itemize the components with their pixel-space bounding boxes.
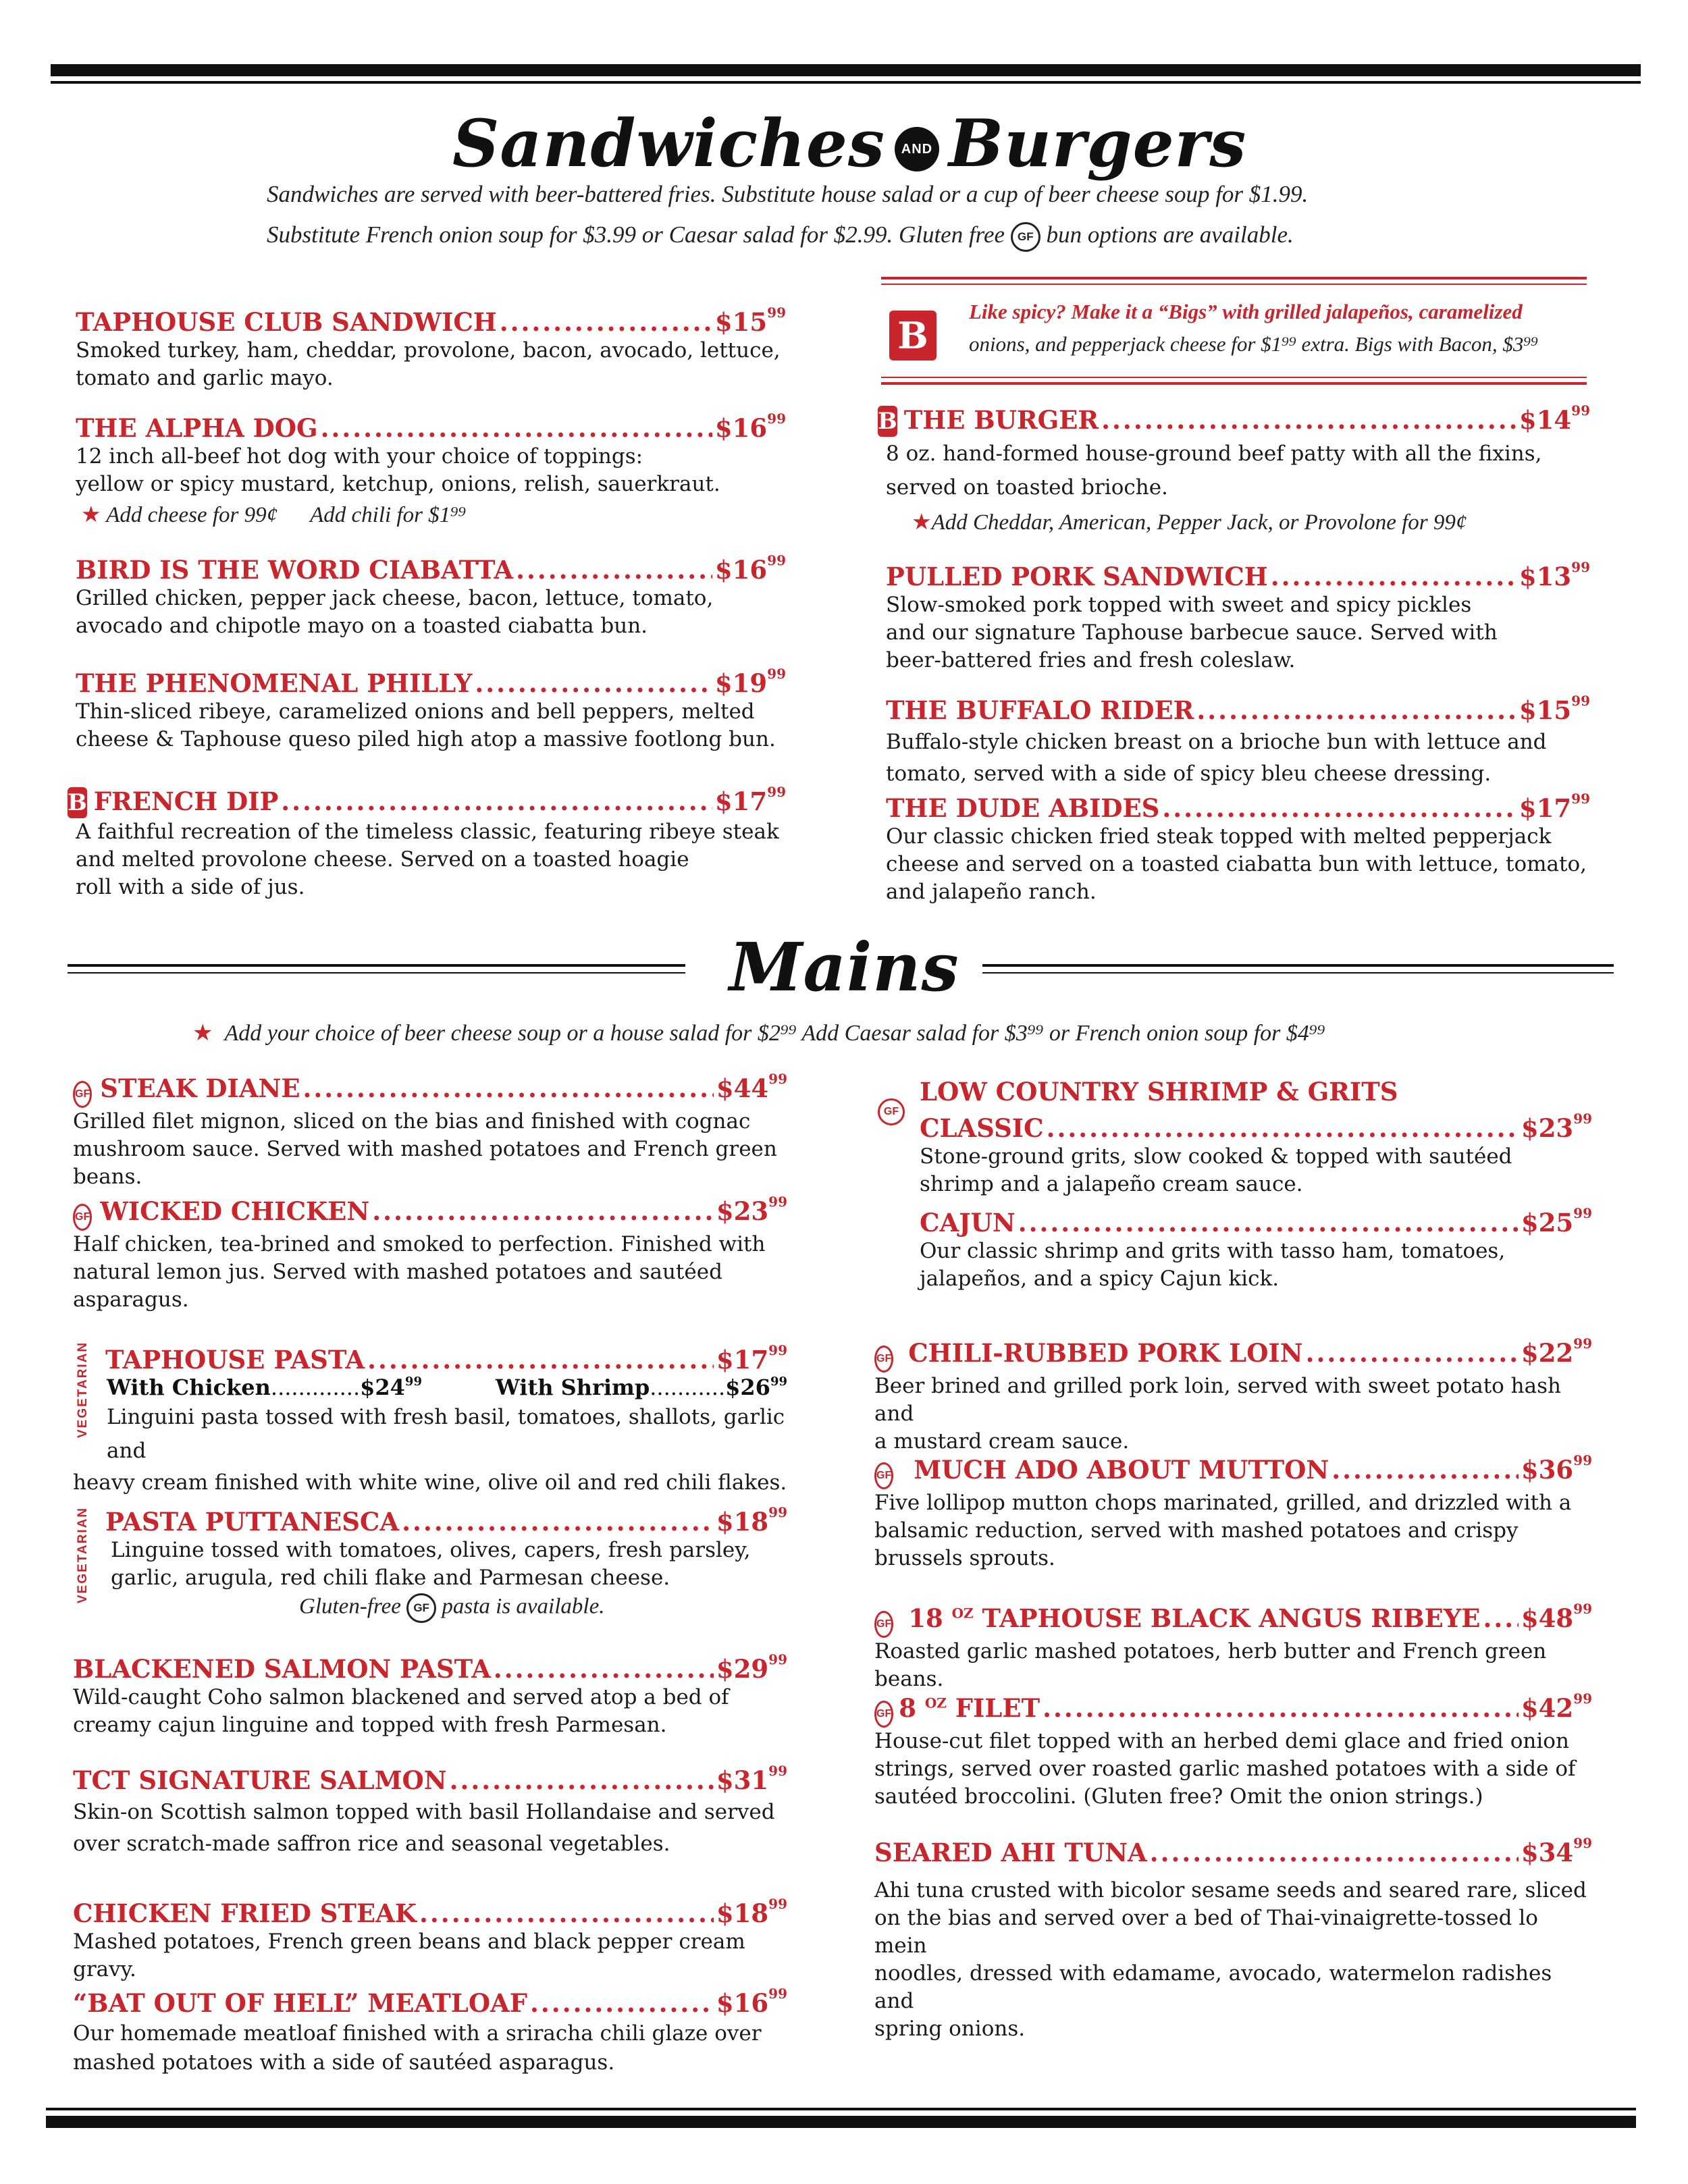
gluten-free-icon: GF: [73, 1081, 92, 1108]
item-name: MUCH ADO ABOUT MUTTON: [914, 1455, 1329, 1485]
item-name: STEAK DIANE: [100, 1073, 300, 1103]
item-desc: Mashed potatoes, French green beans and black pepper cream gravy.: [73, 1929, 745, 1981]
menu-item-alpha-dog: THE ALPHA DOG ..... $\$16^{99}$ 12 inch all-beef hot dog with your choice of toppings: yellow or spicy mustard, ketchup, onions, relish, sauerkraut. ★ Add cheese for 99¢ Add chili for $1⁹⁹: [76, 413, 786, 528]
item-desc: Linguini pasta tossed with fresh basil, tomatoes, shallots, garlic and: [107, 1405, 785, 1463]
variant-cajun: CAJUN ..... $\$25^{99}$: [920, 1208, 1592, 1237]
item-name: SEARED AHI TUNA: [874, 1838, 1147, 1867]
mains-rule-right-2: [982, 972, 1614, 974]
item-name: THE BUFFALO RIDER: [886, 695, 1194, 725]
item-name: BIRD IS THE WORD CIABATTA: [76, 555, 514, 585]
item-price: $31: [716, 1765, 769, 1795]
item-desc: Our classic chicken fried steak topped with melted pepperjack: [886, 824, 1552, 849]
top-rule-thin: [51, 81, 1641, 84]
menu-item-bat-out-of-hell: “BAT OUT OF HELL” MEATLOAF ..... $\$16^{99}$ Our homemade meatloaf finished with a sriracha chili glaze over mashed potatoes with a side of sautéed asparagus.: [73, 1988, 787, 2077]
menu-item-taphouse-pasta: TAPHOUSE PASTA ..... $\$17^{99}$ With Chicken ............. $24 99 With Shrimp ........... $26 99 Linguini pasta tossed with fresh basil, tomatoes, shallots, garlic and heavy cream finished with white wine, olive oil and red chili flakes.: [73, 1345, 787, 1497]
mains-title: Mains: [729, 929, 959, 1007]
sandwich-note-1: Sandwiches are served with beer-battered fries. Substitute house salad or a cup of beer cheese soup for $1.99.: [267, 181, 1309, 207]
item-desc: and jalapeño ranch.: [886, 880, 1097, 904]
item-desc: Grilled chicken, pepper jack cheese, bacon, lettuce, tomato,: [76, 586, 714, 610]
spicy-line-1: [969, 300, 1523, 324]
item-price: $36: [1521, 1455, 1574, 1485]
item-desc: and our signature Taphouse barbecue sauce. Served with: [886, 620, 1498, 645]
item-name: THE BURGER: [903, 405, 1099, 435]
vegetarian-label: VEGETARIAN: [76, 1341, 90, 1438]
gluten-free-icon: GF: [874, 1611, 893, 1638]
item-desc: Ahi tuna crusted with bicolor sesame seeds and seared rare, sliced: [874, 1878, 1587, 1902]
mains-rule-right-1: [982, 964, 1614, 967]
item-name: WICKED CHICKEN: [100, 1196, 370, 1226]
gluten-free-icon: GF: [406, 1593, 436, 1623]
star-icon: ★: [192, 1021, 213, 1046]
menu-item-phenomenal-philly: THE PHENOMENAL PHILLY ..... $\$19^{99}$ Thin-sliced ribeye, caramelized onions and bell peppers, melted cheese & Taphouse queso piled high atop a massive footlong bun.: [76, 668, 786, 753]
star-icon: ★: [81, 503, 101, 527]
item-desc: avocado and chipotle mayo on a toasted ciabatta bun.: [76, 614, 648, 638]
item-desc: on the bias and served over a bed of Thai-vinaigrette-tossed lo mein: [874, 1906, 1538, 1958]
gluten-free-note: Gluten-free GF pasta is available.: [73, 1593, 787, 1623]
menu-item-pasta-puttanesca: PASTA PUTTANESCA ..... $\$18^{99}$ Linguine tossed with tomatoes, olives, capers, fresh parsley, garlic, arugula, red chili flake and Parmesan cheese. Gluten-free GF pasta is available.: [73, 1507, 787, 1623]
item-desc: over scratch-made saffron rice and seasonal vegetables.: [73, 1832, 670, 1856]
spicy-line-1-text: Like spicy? Make it a “Bigs” with grilled jalapeños, caramelized: [969, 300, 1523, 323]
gluten-free-icon: GF: [874, 1346, 893, 1373]
bottom-rule-thin: [46, 2108, 1636, 2110]
item-desc: tomato and garlic mayo.: [76, 366, 334, 390]
bigs-b-icon: B: [68, 787, 87, 818]
gluten-free-icon: GF: [874, 1462, 893, 1489]
item-name: CHICKEN FRIED STEAK: [73, 1898, 417, 1928]
item-name: TAPHOUSE PASTA: [105, 1345, 365, 1375]
item-price: $16: [716, 1988, 769, 2018]
item-price: $19: [714, 668, 768, 698]
item-desc: sautéed broccolini. (Gluten free? Omit the onion strings.): [874, 1784, 1483, 1809]
gluten-free-icon: GF: [1011, 222, 1040, 252]
sandwich-note-2: [267, 221, 1294, 252]
spicy-callout: [881, 277, 1587, 395]
item-desc: garlic, arugula, red chili flake and Parmesan cheese.: [111, 1566, 670, 1590]
item-desc: strings, served over roasted garlic mashed potatoes with a side of: [874, 1757, 1576, 1781]
title-left: Sandwiches: [452, 105, 885, 182]
item-desc: cheese & Taphouse queso piled high atop a massive footlong bun.: [76, 727, 776, 751]
menu-item-steak-diane: GF STEAK DIANE ..... $\$44^{99}$ Grilled filet mignon, sliced on the bias and finished with cognac mushroom sauce. Served with mashed potatoes and French green beans.: [73, 1073, 787, 1191]
item-name: LOW COUNTRY SHRIMP & GRITS: [920, 1077, 1398, 1107]
item-desc: asparagus.: [73, 1287, 189, 1312]
item-desc: and melted provolone cheese. Served on a toasted hoagie: [76, 847, 689, 872]
item-price: $18: [716, 1898, 769, 1928]
item-desc: beer-battered fries and fresh coleslaw.: [886, 648, 1296, 672]
item-addon: ★ Add cheese for 99¢ Add chili for $1⁹⁹: [81, 503, 467, 527]
item-price: $29: [716, 1654, 769, 1684]
gluten-free-icon: GF: [73, 1204, 92, 1231]
item-price: $22: [1521, 1338, 1574, 1368]
item-desc: Slow-smoked pork topped with sweet and spicy pickles: [886, 593, 1472, 617]
item-desc: Half chicken, tea-brined and smoked to perfection. Finished with: [73, 1232, 766, 1256]
item-price: $42: [1521, 1693, 1574, 1723]
item-name: “BAT OUT OF HELL” MEATLOAF: [73, 1988, 528, 2018]
item-price: $23: [716, 1196, 769, 1226]
menu-item-mutton: GF MUCH ADO ABOUT MUTTON ..... $\$36^{99}$ Five lollipop mutton chops marinated, grilled, and drizzled with a balsamic reduction, served with mashed potatoes and crispy brussels sprouts.: [874, 1455, 1592, 1572]
menu-item-ahi-tuna: SEARED AHI TUNA ..... $\$34^{99}$ Ahi tuna crusted with bicolor sesame seeds and seared rare, sliced on the bias and served over a bed of Thai-vinaigrette-tossed lo mein noodles, dressed with edamame, avocado, watermelon radishes and spring onions.: [874, 1838, 1592, 2043]
item-price: $17: [714, 787, 768, 816]
item-desc: shrimp and a jalapeño cream sauce.: [920, 1172, 1303, 1196]
item-price: $23: [1521, 1113, 1574, 1143]
item-name: PULLED PORK SANDWICH: [886, 562, 1268, 591]
item-desc: 8 oz. hand-formed house-ground beef patty with all the fixins,: [886, 442, 1542, 466]
item-desc: yellow or spicy mustard, ketchup, onions, relish, sauerkraut.: [76, 472, 720, 496]
sandwiches-title: [452, 105, 1247, 182]
item-name: THE ALPHA DOG: [76, 413, 318, 443]
menu-item-tct-signature-salmon: TCT SIGNATURE SALMON ..... $\$31^{99}$ Skin-on Scottish salmon topped with basil Hollandaise and served over scratch-made saffron rice and seasonal vegetables.: [73, 1765, 787, 1859]
gluten-free-icon: GF: [874, 1701, 893, 1728]
item-name: BLACKENED SALMON PASTA: [73, 1654, 491, 1684]
item-desc: A faithful recreation of the timeless classic, featuring ribeye steak: [76, 820, 779, 844]
item-desc: jalapeños, and a spicy Cajun kick.: [920, 1267, 1280, 1291]
item-desc: noodles, dressed with edamame, avocado, watermelon radishes and: [874, 1961, 1552, 2013]
variant-classic: CLASSIC ..... $\$23^{99}$: [920, 1113, 1592, 1143]
item-price: $17: [1519, 793, 1572, 823]
note2-b: bun options are available.: [1046, 221, 1294, 248]
item-price: $15: [714, 307, 768, 337]
mains-rule-left-2: [68, 972, 685, 974]
bigs-b-icon: B: [878, 406, 897, 437]
item-desc: Wild-caught Coho salmon blackened and served atop a bed of: [73, 1685, 729, 1709]
menu-item-french-dip: B FRENCH DIP ..... $\$17^{99}$ A faithful recreation of the timeless classic, featuring ribeye steak and melted provolone cheese. Served on a toasted hoagie roll with a side of jus.: [68, 787, 786, 901]
item-price: $16: [714, 413, 768, 443]
item-desc: a mustard cream sauce.: [874, 1429, 1130, 1454]
menu-item-blackened-salmon: BLACKENED SALMON PASTA ..... $\$29^{99}$ Wild-caught Coho salmon blackened and served atop a bed of creamy cajun linguine and topped with fresh Parmesan.: [73, 1654, 787, 1739]
item-desc: tomato, served with a side of spicy bleu cheese dressing.: [886, 762, 1492, 786]
item-desc: mashed potatoes with a side of sautéed asparagus.: [73, 2050, 615, 2075]
item-desc: Grilled filet mignon, sliced on the bias and finished with cognac: [73, 1109, 751, 1134]
item-desc: served on toasted brioche.: [886, 475, 1168, 500]
item-desc: Skin-on Scottish salmon topped with basil Hollandaise and served: [73, 1800, 775, 1824]
item-price: $48: [1521, 1603, 1574, 1633]
item-desc: 12 inch all-beef hot dog with your choice of toppings:: [76, 444, 643, 469]
item-desc: Thin-sliced ribeye, caramelized onions and bell peppers, melted: [76, 699, 755, 724]
item-price: $25: [1521, 1208, 1574, 1237]
item-desc: balsamic reduction, served with mashed potatoes and crispy: [874, 1518, 1519, 1543]
menu-item-buffalo-rider: THE BUFFALO RIDER ..... $\$15^{99}$ Buffalo-style chicken breast on a brioche bun with lettuce and tomato, served with a side of spicy bleu cheese dressing.: [886, 695, 1590, 789]
bigs-b-icon: B: [889, 311, 937, 361]
item-name: TAPHOUSE CLUB SANDWICH: [76, 307, 497, 337]
item-desc: natural lemon jus. Served with mashed potatoes and sautéed: [73, 1260, 722, 1284]
pasta-protein-options: With Chicken ............. $24 99 With Shrimp ........... $26 99: [107, 1375, 787, 1400]
item-desc: Linguine tossed with tomatoes, olives, capers, fresh parsley,: [111, 1538, 751, 1562]
item-desc: heavy cream finished with white wine, olive oil and red chili flakes.: [73, 1470, 787, 1495]
item-price: $18: [716, 1507, 769, 1537]
item-desc: roll with a side of jus.: [76, 875, 305, 899]
note2-a: Substitute French onion soup for $3.99 or Caesar salad for $2.99. Gluten free: [267, 221, 1005, 248]
item-desc: House-cut filet topped with an herbed demi glace and fried onion: [874, 1729, 1569, 1753]
menu-item-filet: GF 8 $^{OZ}$ FILET ..... $\$42^{99}$ House-cut filet topped with an herbed demi glace and fried onion strings, served over roasted garlic mashed potatoes with a side of sautéed broccolini. (Gluten free? Omit the onion strings.): [874, 1693, 1592, 1811]
item-price: $13: [1519, 562, 1572, 591]
item-price: $16: [714, 555, 768, 585]
item-price: $14: [1519, 405, 1572, 435]
item-desc: Buffalo-style chicken breast on a brioche bun with lettuce and: [886, 730, 1547, 754]
item-desc: Our homemade meatloaf finished with a sriracha chili glaze over: [73, 2021, 762, 2046]
and-badge: AND: [895, 127, 939, 171]
item-desc: Our classic shrimp and grits with tasso ham, tomatoes,: [920, 1239, 1506, 1263]
top-rule-thick: [51, 64, 1641, 76]
item-addon: ★Add Cheddar, American, Pepper Jack, or Provolone for 99¢: [912, 510, 1467, 535]
item-price: $34: [1521, 1838, 1574, 1867]
item-desc: Beer brined and grilled pork loin, served with sweet potato hash and: [874, 1374, 1562, 1426]
item-name: THE DUDE ABIDES: [886, 793, 1160, 823]
bottom-rule-thick: [46, 2116, 1636, 2128]
title-right: Burgers: [948, 105, 1247, 182]
item-name: PASTA PUTTANESCA: [105, 1507, 400, 1537]
menu-item-taphouse-club: TAPHOUSE CLUB SANDWICH ..... $\$15^{99}$ Smoked turkey, ham, cheddar, provolone, bacon, avocado, lettuce, tomato and garlic mayo.: [76, 307, 786, 392]
item-desc: creamy cajun linguine and topped with fresh Parmesan.: [73, 1713, 667, 1737]
item-name: FRENCH DIP: [93, 787, 279, 816]
item-name: THE PHENOMENAL PHILLY: [76, 668, 473, 698]
menu-item-the-burger: B THE BURGER ..... $\$14^{99}$ 8 oz. hand-formed house-ground beef patty with all the fixins, served on toasted brioche. ★Add Cheddar, American, Pepper Jack, or Provolone for 99¢: [878, 405, 1590, 535]
item-desc: mushroom sauce. Served with mashed potatoes and French green beans.: [73, 1137, 777, 1189]
vegetarian-label: VEGETARIAN: [76, 1506, 90, 1603]
item-desc: spring onions.: [874, 2017, 1026, 2041]
mains-rule-left-1: [68, 964, 685, 967]
item-price: $15: [1519, 695, 1572, 725]
gluten-free-icon: GF: [878, 1098, 905, 1125]
item-desc: Five lollipop mutton chops marinated, grilled, and drizzled with a: [874, 1491, 1572, 1515]
menu-item-shrimp-grits: [878, 1077, 1592, 1293]
menu-item-wicked-chicken: GF WICKED CHICKEN ..... $\$23^{99}$ Half chicken, tea-brined and smoked to perfection. Finished with natural lemon jus. Served with mashed potatoes and sautéed asparagus.: [73, 1196, 787, 1314]
item-desc: cheese and served on a toasted ciabatta bun with lettuce, tomato,: [886, 852, 1587, 876]
item-desc: Stone-ground grits, slow cooked & topped with sautéed: [920, 1144, 1512, 1169]
menu-item-chicken-fried-steak: CHICKEN FRIED STEAK ..... $\$18^{99}$ Mashed potatoes, French green beans and black pepper cream gravy.: [73, 1898, 787, 1983]
item-price: $44: [716, 1073, 769, 1103]
item-name: CHILI-RUBBED PORK LOIN: [908, 1338, 1303, 1368]
item-price: $17: [716, 1345, 769, 1375]
mains-note: ★ Add your choice of beer cheese soup or a house salad for $2⁹⁹ Add Caesar salad for $3⁹⁹ or French onion soup for $4⁹⁹: [192, 1021, 1325, 1046]
item-desc: brussels sprouts.: [874, 1546, 1055, 1570]
menu-item-pork-loin: GF CHILI-RUBBED PORK LOIN ..... $\$22^{99}$ Beer brined and grilled pork loin, served with sweet potato hash and a mustard cream sauce.: [874, 1338, 1592, 1456]
menu-item-dude-abides: THE DUDE ABIDES ..... $\$17^{99}$ Our classic chicken fried steak topped with melted pepperjack cheese and served on a toasted ciabatta bun with lettuce, tomato, and jalapeño ranch.: [886, 793, 1590, 906]
item-desc: Roasted garlic mashed potatoes, herb butter and French green beans.: [874, 1639, 1547, 1691]
menu-item-pulled-pork: PULLED PORK SANDWICH ..... $\$13^{99}$ Slow-smoked pork topped with sweet and spicy pickles and our signature Taphouse barbecue sauce. Served with beer-battered fries and fresh coleslaw.: [886, 562, 1590, 674]
item-name: 18 $^{OZ}$ TAPHOUSE BLACK ANGUS RIBEYE: [908, 1603, 1481, 1633]
item-desc: Smoked turkey, ham, cheddar, provolone, bacon, avocado, lettuce,: [76, 338, 781, 363]
menu-item-ribeye: GF 18 $^{OZ}$ TAPHOUSE BLACK ANGUS RIBEYE ..... $\$48^{99}$ Roasted garlic mashed potatoes, herb butter and French green beans.: [874, 1603, 1592, 1693]
menu-item-bird-is-the-word: BIRD IS THE WORD CIABATTA ..... $\$16^{99}$ Grilled chicken, pepper jack cheese, bacon, lettuce, tomato, avocado and chipotle mayo on a toasted ciabatta bun.: [76, 555, 786, 640]
star-icon: ★: [912, 510, 932, 535]
spicy-line-2: onions, and pepperjack cheese for $1⁹⁹ extra. Bigs with Bacon, $3⁹⁹: [969, 332, 1538, 356]
item-name: 8 $^{OZ}$ FILET: [899, 1693, 1040, 1723]
item-name: TCT SIGNATURE SALMON: [73, 1765, 447, 1795]
